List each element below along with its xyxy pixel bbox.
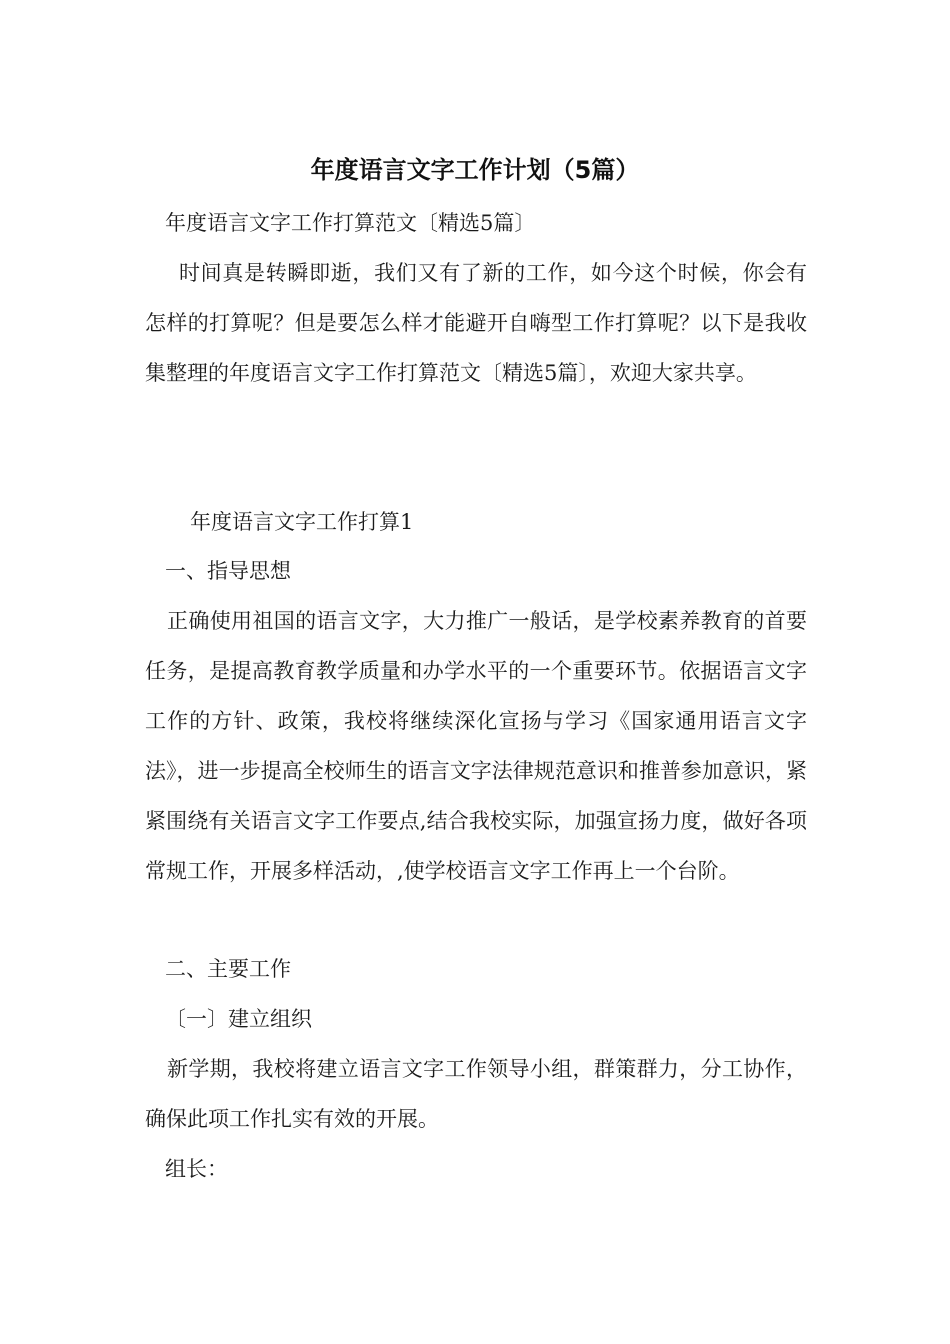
guiding-ideology-paragraph: 正确使用祖国的语言文字，大力推广一般话，是学校素养教育的首要任务，是提高教育教学质量和办学水平的一个重要环节。依据语言文字工作的方针、政策，我校将继续深化宣扬与学习《国家通用语言文字法》，进一步提高全校师生的语言文字法律规范意识和推普参加意识，紧紧围绕有关语言文字工作要点,结合我校实际，加强宣扬力度，做好各项常规工作，开展多样活动，,使学校语言文字工作再上一个台阶。 [145,609,807,883]
organization-paragraph: 新学期，我校将建立语言文字工作领导小组，群策群力，分工协作，确保此项工作扎实有效的开展。 [145,1057,807,1131]
heading-main-work: 二、主要工作 [165,957,291,981]
intro-paragraph: 时间真是转瞬即逝，我们又有了新的工作，如今这个时候，你会有怎样的打算呢？但是要怎么样才能避开自嗨型工作打算呢？以下是我收集整理的年度语言文字工作打算范文〔精选5篇〕，欢迎大家共享。 [145,261,807,385]
section-title: 年度语言文字工作打算1 [190,510,414,534]
subheading-establish-organization: 〔一〕建立组织 [165,1007,312,1031]
document-subtitle: 年度语言文字工作打算范文〔精选5篇〕 [165,211,536,235]
heading-guiding-ideology: 一、指导思想 [165,559,291,583]
document-title: 年度语言文字工作计划（5篇） [310,156,640,184]
leader-label: 组长： [165,1157,228,1181]
